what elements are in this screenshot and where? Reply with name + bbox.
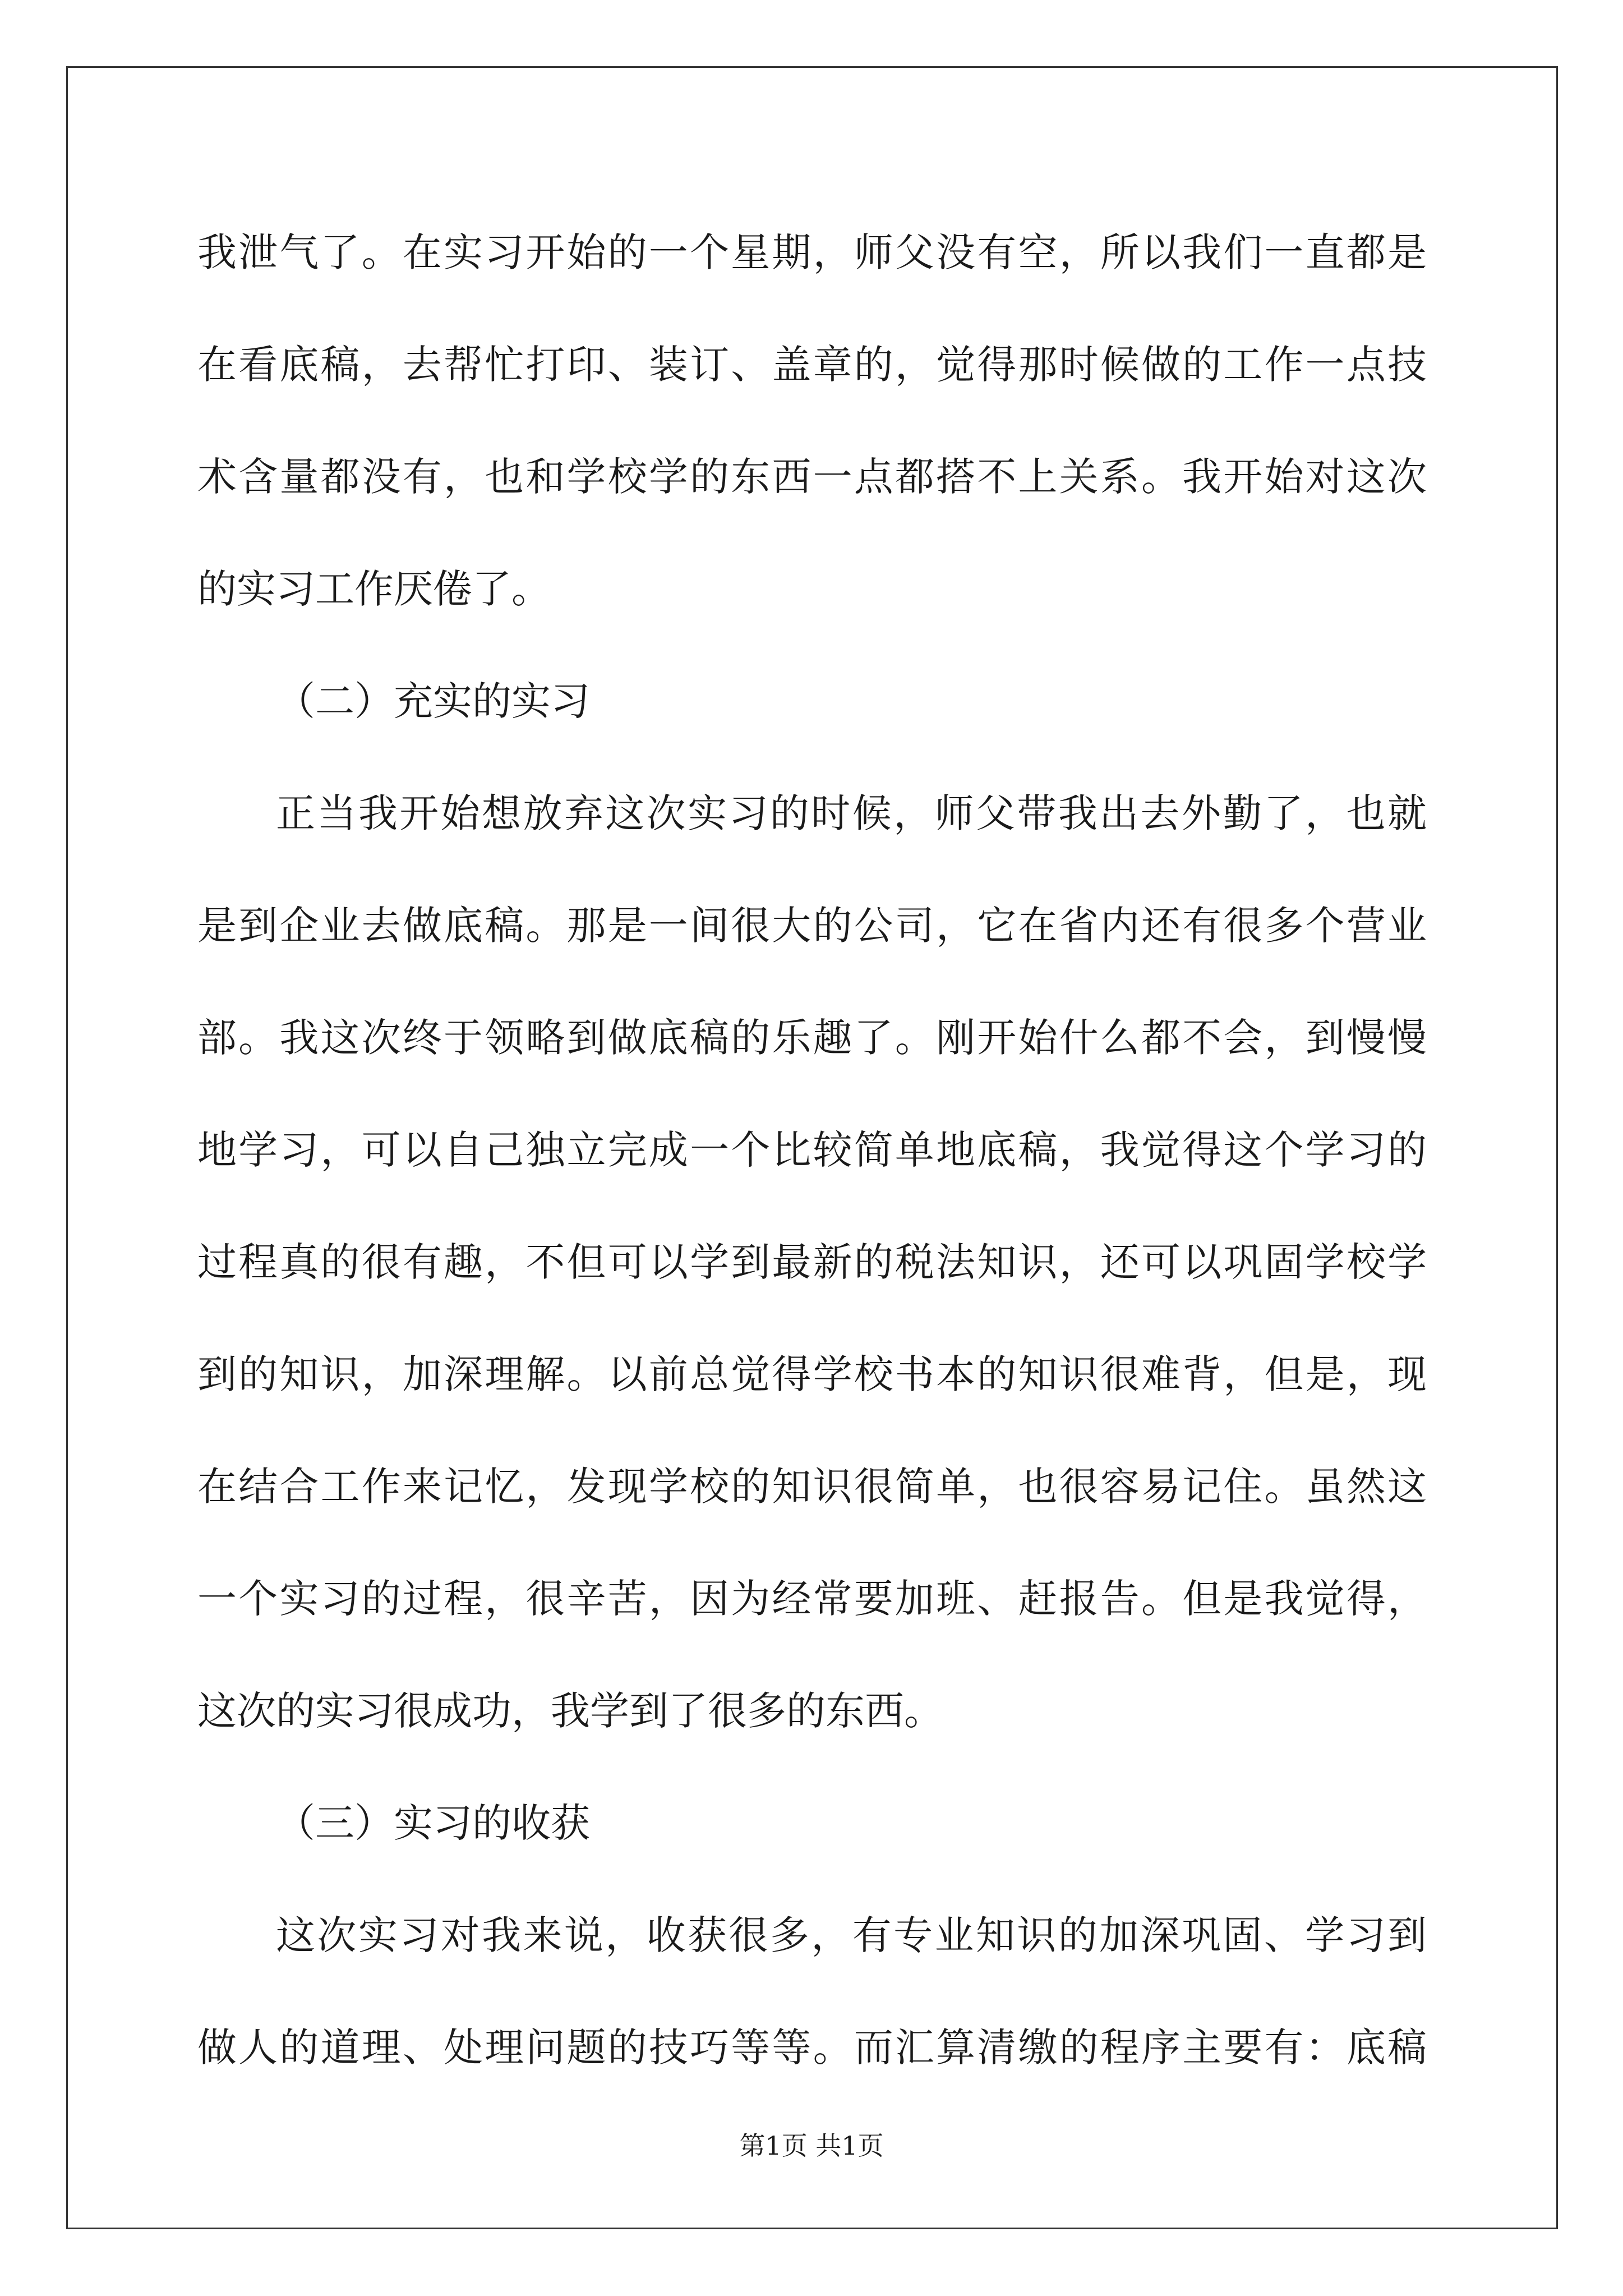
section-heading: （二）充实的实习 xyxy=(276,678,590,724)
document-body xyxy=(197,213,1427,2120)
text-line: 做人的道理、处理问题的技巧等等。而汇算清缴的程序主要有：底稿 xyxy=(197,2024,1427,2070)
section-heading: （三）实习的收获 xyxy=(276,1800,590,1846)
text-line: 正当我开始想放弃这次实习的时候，师父带我出去外勤了，也就 xyxy=(276,790,1427,836)
text-line: 术含量都没有，也和学校学的东西一点都搭不上关系。我开始对这次 xyxy=(197,454,1427,500)
text-line: 一个实习的过程，很辛苦，因为经常要加班、赶报告。但是我觉得， xyxy=(197,1576,1427,1622)
text-line: 部。我这次终于领略到做底稿的乐趣了。刚开始什么都不会，到慢慢 xyxy=(197,1015,1427,1061)
text-line: 这次的实习很成功，我学到了很多的东西。 xyxy=(197,1688,943,1734)
text-line: 到的知识，加深理解。以前总觉得学校书本的知识很难背，但是，现 xyxy=(197,1351,1427,1397)
text-line: 地学习，可以自己独立完成一个比较简单地底稿，我觉得这个学习的 xyxy=(197,1127,1427,1173)
text-line: 的实习工作厌倦了。 xyxy=(197,566,551,612)
text-line: 这次实习对我来说，收获很多，有专业知识的加深巩固、学习到 xyxy=(276,1912,1427,1958)
text-line: 在看底稿，去帮忙打印、装订、盖章的，觉得那时候做的工作一点技 xyxy=(197,342,1427,388)
text-line: 我泄气了。在实习开始的一个星期，师父没有空，所以我们一直都是 xyxy=(197,229,1427,275)
page-footer: 第1页 共1页 xyxy=(739,2131,884,2161)
text-line: 过程真的很有趣，不但可以学到最新的税法知识，还可以巩固学校学 xyxy=(197,1239,1427,1285)
text-line: 是到企业去做底稿。那是一间很大的公司，它在省内还有很多个营业 xyxy=(197,903,1427,949)
text-line: 在结合工作来记忆，发现学校的知识很简单，也很容易记住。虽然这 xyxy=(197,1464,1427,1510)
